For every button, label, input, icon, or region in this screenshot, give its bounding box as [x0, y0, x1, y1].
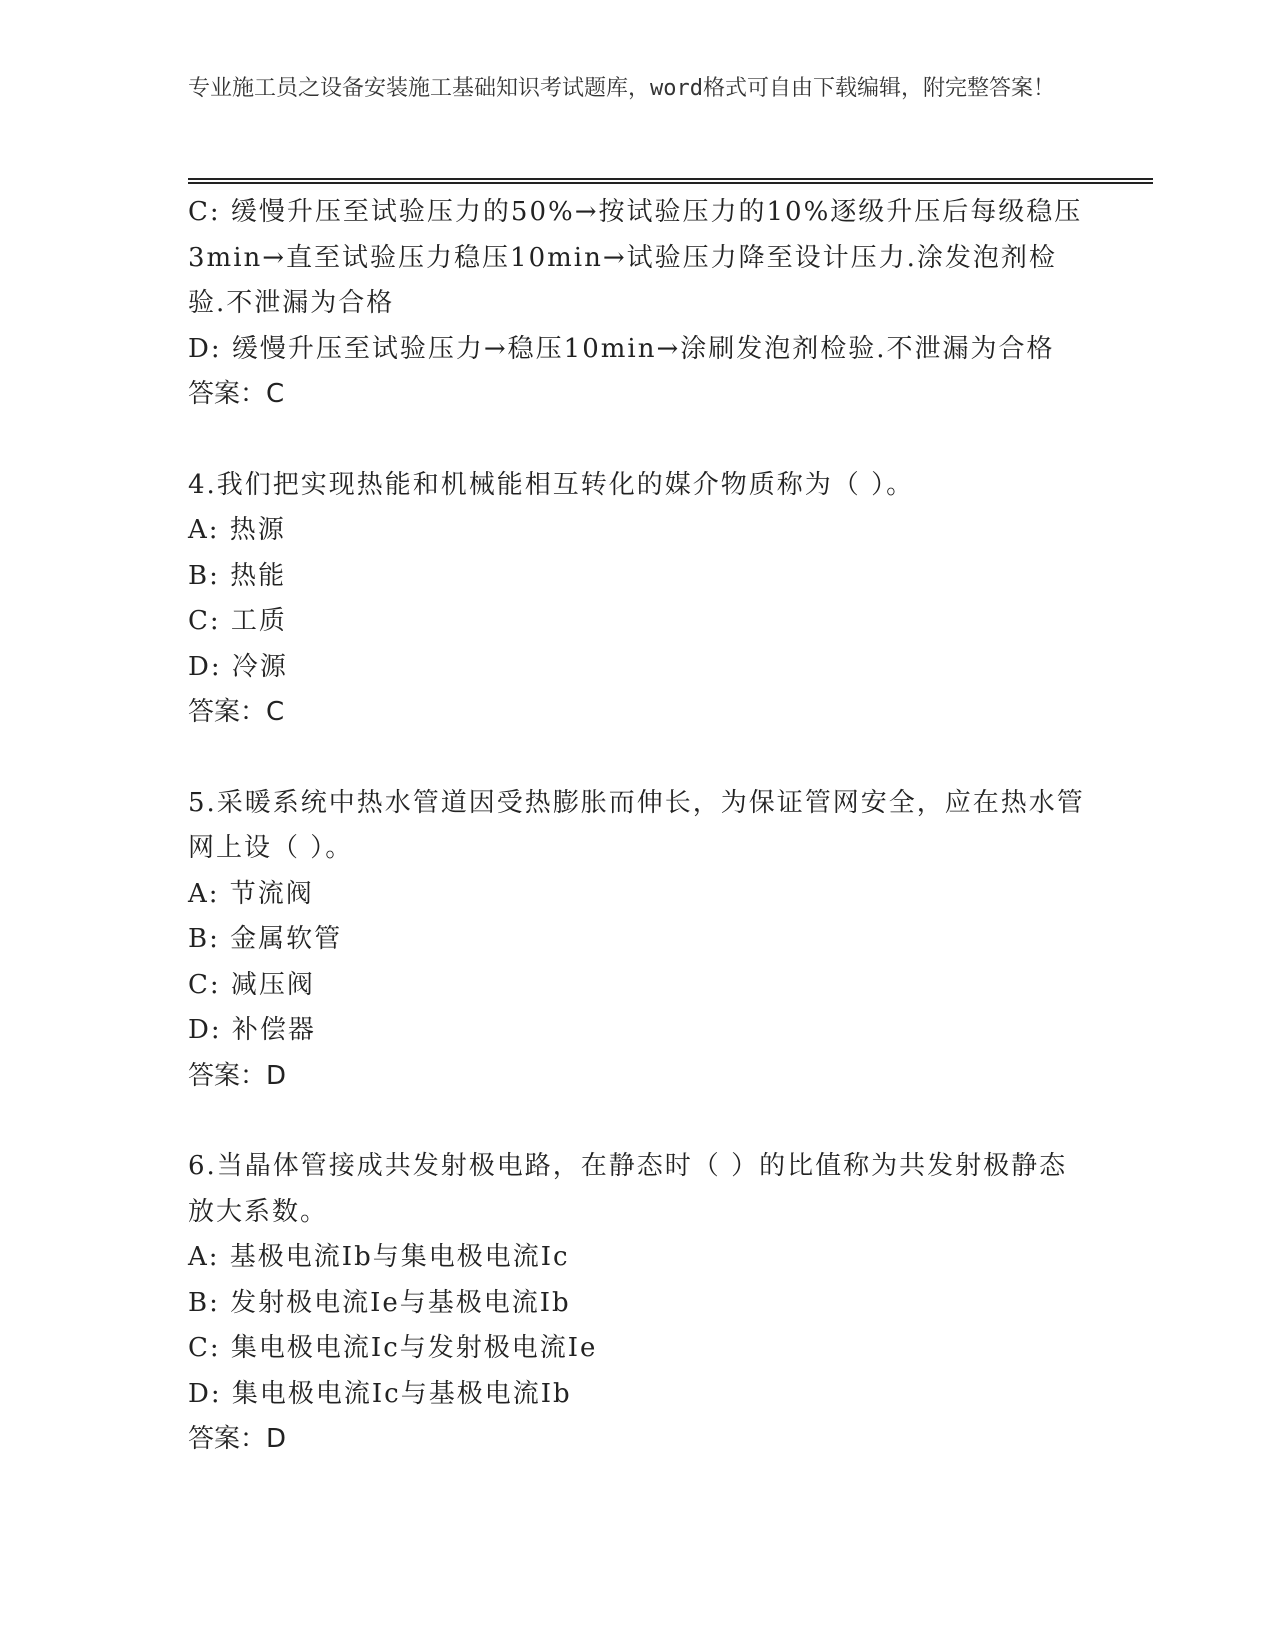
option-a: A: 热源 — [188, 515, 286, 545]
question-stem: 5.采暖系统中热水管道因受热膨胀而伸长，为保证管网安全，应在热水管网上设（ ）。 — [188, 787, 1085, 863]
option-b: B: 热能 — [188, 560, 287, 591]
header-divider — [188, 178, 1153, 184]
option-d: D: 补偿器 — [188, 1015, 316, 1045]
answer-line: 答案：D — [188, 1424, 287, 1454]
question-3-tail — [188, 190, 1088, 418]
option-b: B: 金属软管 — [188, 924, 343, 954]
option-d: D: 冷源 — [188, 651, 288, 682]
question-5 — [188, 781, 1088, 1100]
option-c: C: 减压阀 — [188, 969, 315, 1000]
option-b: B: 发射极电流Ie与基极电流Ib — [188, 1287, 571, 1318]
header-title: 专业施工员之设备安装施工基础知识考试题库，word格式可自由下载编辑，附完整答案！ — [188, 76, 1055, 101]
option-c: C: 工质 — [188, 606, 287, 636]
answer-line: 答案：D — [188, 1060, 287, 1091]
answer-line: 答案：C — [188, 697, 285, 727]
option-a: A: 节流阀 — [188, 878, 314, 909]
option-d: D: 缓慢升压至试验压力→稳压10min→涂刷发泡剂检验.不泄漏为合格 — [188, 333, 1055, 364]
option-d: D: 集电极电流Ic与基极电流Ib — [188, 1378, 572, 1409]
option-c: C: 集电极电流Ic与发射极电流Ie — [188, 1333, 598, 1363]
answer-line: 答案：C — [188, 379, 285, 409]
question-stem: 4.我们把实现热能和机械能相互转化的媒介物质称为（ ）。 — [188, 469, 915, 500]
page-header — [188, 72, 1068, 105]
question-stem: 6.当晶体管接成共发射极电路，在静态时（ ）的比值称为共发射极静态放大系数。 — [188, 1151, 1068, 1227]
option-a: A: 基极电流Ib与集电极电流Ic — [188, 1242, 570, 1272]
question-4 — [188, 463, 1088, 736]
question-6 — [188, 1144, 1088, 1463]
document-body — [188, 190, 1088, 1463]
option-c: C: 缓慢升压至试验压力的50%→按试验压力的10%逐级升压后每级稳压3min→直至试验压力稳压10min→试验压力降至设计压力.涂发泡剂检验.不泄漏为合格 — [188, 197, 1083, 318]
